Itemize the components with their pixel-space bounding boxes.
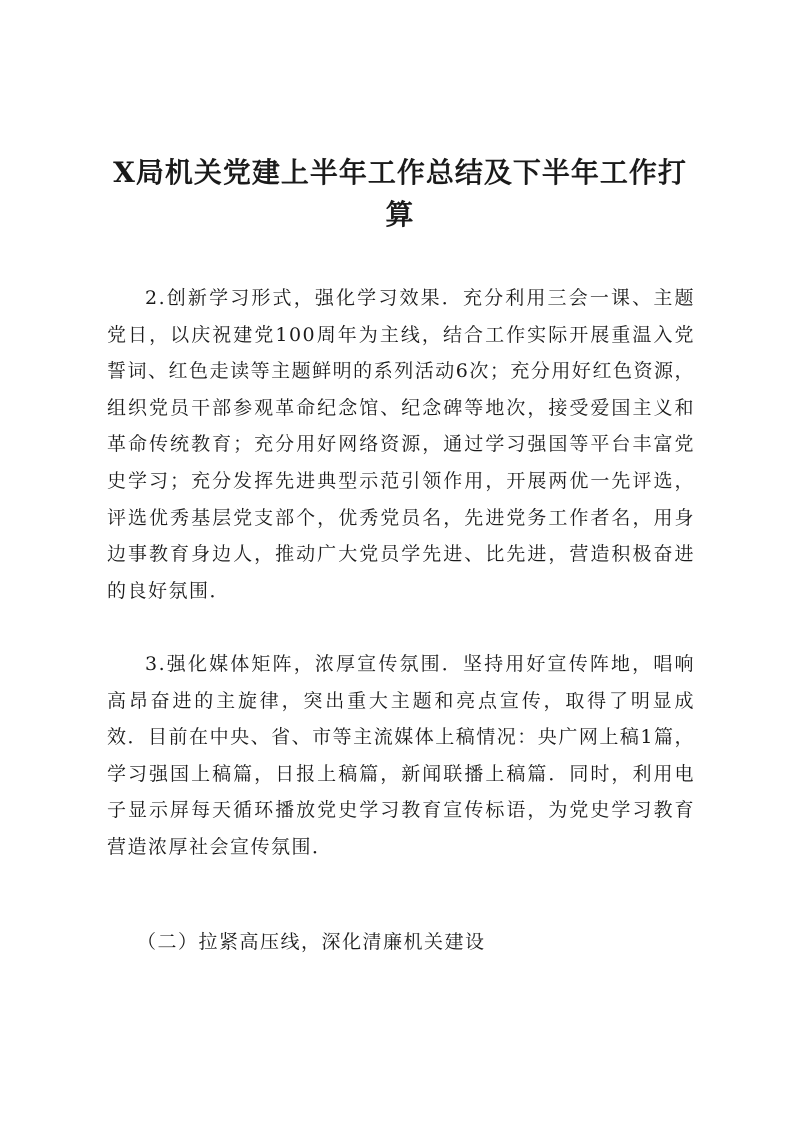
document-title: X局机关党建上半年工作总结及下半年工作打算 (113, 156, 687, 231)
section-heading-clean-government: （二）拉紧高压线，深化清廉机关建设 (137, 931, 486, 953)
paragraph-media-matrix: 3.强化媒体矩阵，浓厚宣传氛围．坚持用好宣传阵地，唱响高昂奋进的主旋律，突出重大主题和亮点宣传，取得了明显成效．目前在中央、省、市等主流媒体上稿情况：央广网上稿1篇，学习强国上稿篇，日报上稿篇，新闻联播上稿篇．同时，利用电子显示屏每天循环播放党史学习教育宣传标语，为党史学习教育营造浓厚社会宣传氛围． (107, 653, 695, 858)
paragraph-learning-forms: 2.创新学习形式，强化学习效果．充分利用三会一课、主题党日，以庆祝建党100周年为主线，结合工作实际开展重温入党誓词、红色走读等主题鲜明的系列活动6次；充分用好红色资源，组织党员干部参观革命纪念馆、纪念碑等地次，接受爱国主义和革命传统教育；充分用好网络资源，通过学习强国等平台丰富党史学习；充分发挥先进典型示范引领作用，开展两优一先评选，评选优秀基层党支部个，优秀党员名，先进党务工作者名，用身边事教育身边人，推动广大党员学先进、比先进，营造积极奋进的良好氛围． (107, 287, 695, 602)
